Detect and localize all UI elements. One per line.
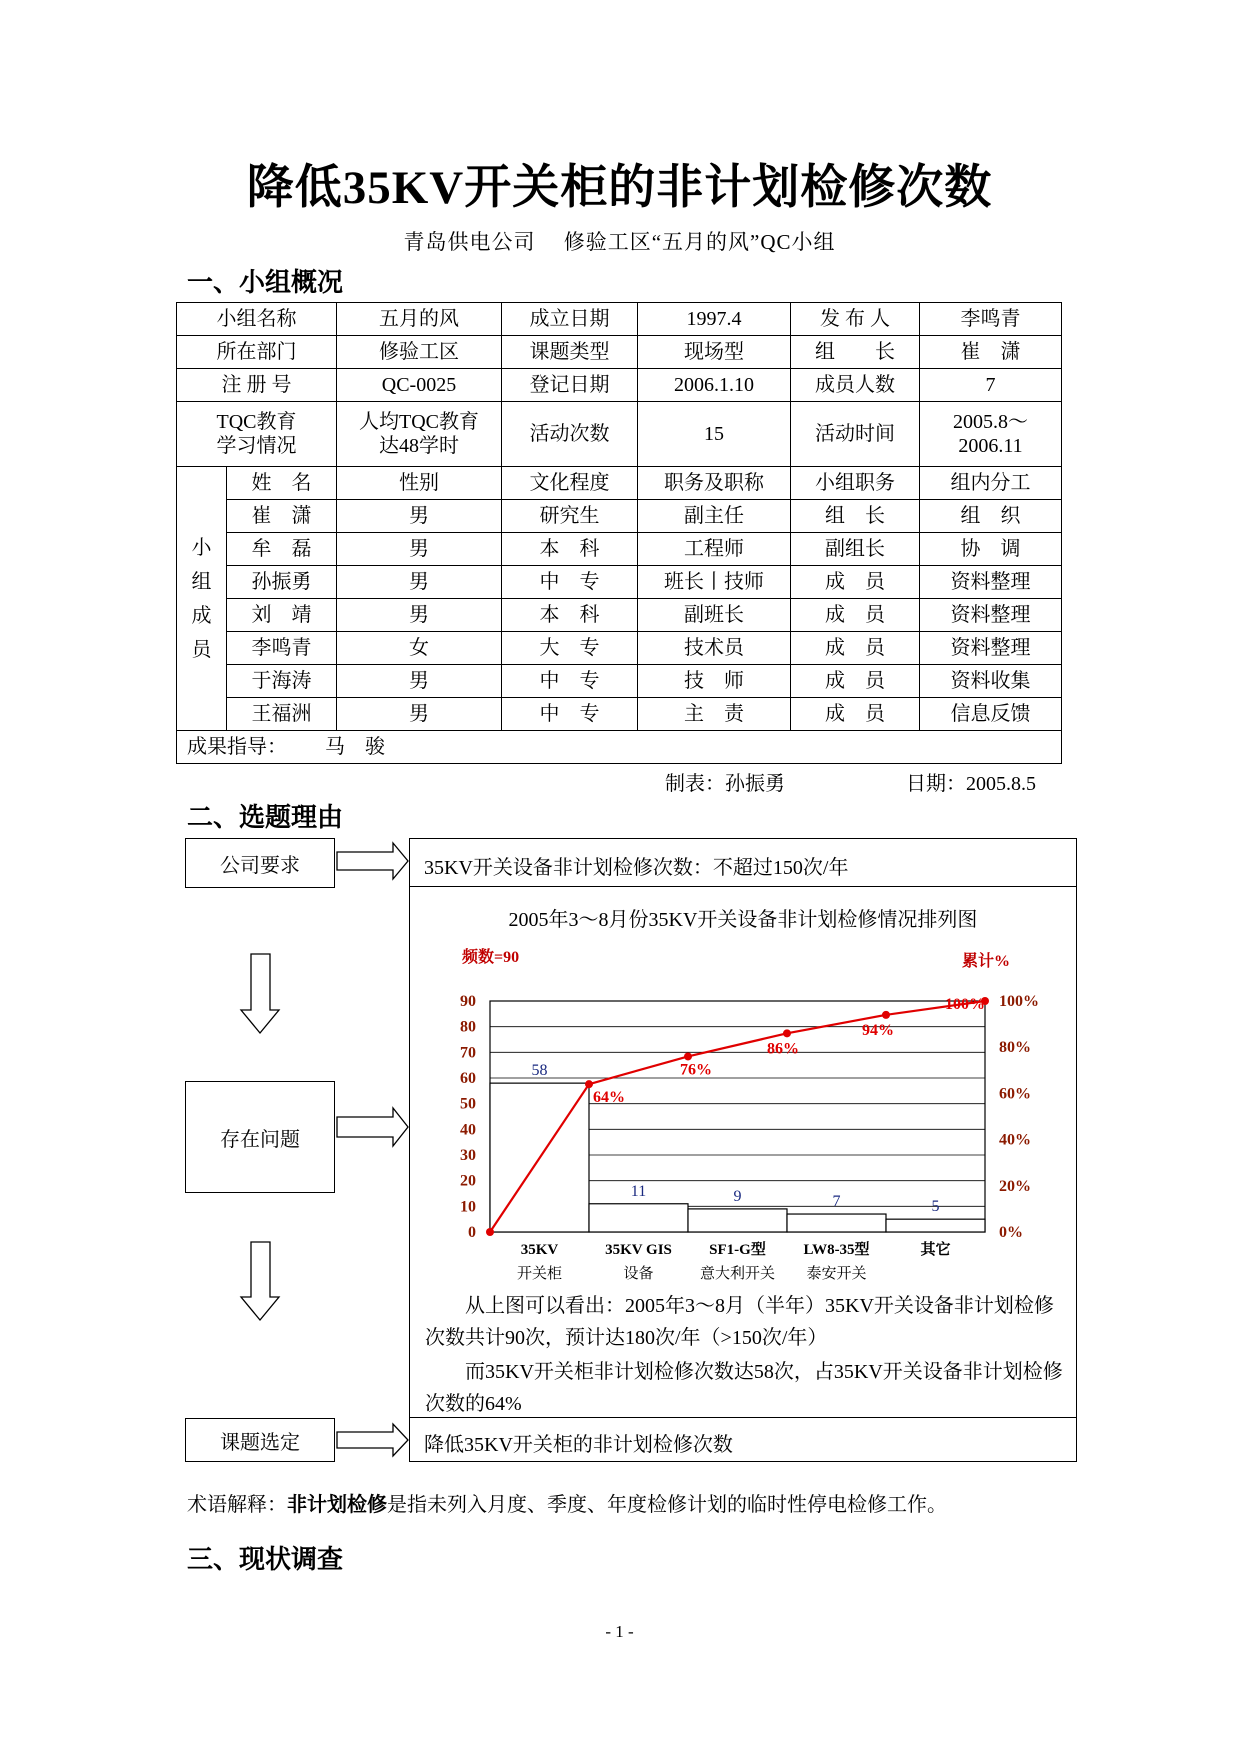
table-cell: 修验工区: [337, 336, 502, 369]
members-label-char: 成: [191, 604, 212, 627]
analysis-paragraph-2: 而35KV开关柜非计划检修次数达58次，占35KV开关设备非计划检修次数的64%: [425, 1361, 1063, 1415]
tqc-hours-line-1: 人均TQC教育: [359, 411, 479, 433]
table-cell: 信息反馈: [920, 698, 1062, 731]
table-cell: 牟 磊: [227, 533, 337, 566]
category-label: SF1-G型: [709, 1242, 766, 1258]
cumulative-label: 86%: [767, 1040, 799, 1058]
table-cell: 资料整理: [920, 566, 1062, 599]
category-label: 泰安开关: [806, 1266, 867, 1282]
chart-title: 2005年3～8月份35KV开关设备非计划检修情况排列图: [508, 909, 978, 931]
topic-text: 降低35KV开关柜的非计划检修次数: [424, 1434, 733, 1456]
table-cell: 小组名称: [177, 303, 337, 336]
bar-value-label: 11: [630, 1182, 647, 1200]
cumulative-label: 100%: [945, 996, 985, 1013]
table-cell: 成 员: [791, 599, 920, 632]
flow-box-label: 公司要求: [220, 854, 300, 877]
table-cell: 孙振勇: [227, 566, 337, 599]
table-cell: 女: [337, 632, 502, 665]
table-header-cell: 组内分工: [920, 467, 1062, 500]
table-cell: 活动时间: [791, 402, 920, 467]
table-cell: 成 员: [791, 698, 920, 731]
table-cell: 崔 潇: [227, 500, 337, 533]
bar: [886, 1219, 985, 1232]
table-cell: 本 科: [502, 599, 638, 632]
table-cell: 男: [337, 698, 502, 731]
table-cell: 副班长: [638, 599, 791, 632]
bar-value-label: 58: [531, 1062, 548, 1080]
table-cell: 登记日期: [502, 369, 638, 402]
cumulative-label: 64%: [593, 1089, 625, 1107]
tqc-line-1: TQC教育: [216, 411, 297, 433]
table-cell: 王福洲: [227, 698, 337, 731]
right-tick-label: 20%: [999, 1177, 1031, 1195]
bar: [688, 1209, 787, 1232]
table-cell: 大 专: [502, 632, 638, 665]
table-header-cell: 性别: [337, 467, 502, 500]
right-tick-label: 60%: [999, 1085, 1031, 1103]
left-tick-label: 80: [460, 1018, 476, 1036]
left-axis-title: 频数=90: [462, 949, 520, 966]
table-cell: 技术员: [638, 632, 791, 665]
page-number: - 1 -: [605, 1622, 634, 1641]
bar-value-label: 7: [832, 1193, 841, 1211]
table-cell: 注 册 号: [177, 369, 337, 402]
table-cell: 刘 靖: [227, 599, 337, 632]
bar: [589, 1204, 688, 1232]
left-tick-label: 50: [460, 1095, 476, 1113]
table-cell: 成 员: [791, 665, 920, 698]
requirement-text: 35KV开关设备非计划检修次数：不超过150次/年: [424, 857, 849, 879]
right-tick-label: 100%: [999, 993, 1039, 1010]
cumulative-point: [585, 1080, 593, 1088]
left-tick-label: 0: [468, 1224, 476, 1241]
table-cell: 协 调: [920, 533, 1062, 566]
table-cell: 男: [337, 599, 502, 632]
right-tick-label: 0%: [999, 1224, 1023, 1241]
table-cell: 技 师: [638, 665, 791, 698]
left-tick-label: 20: [460, 1172, 476, 1190]
table-cell: 副组长: [791, 533, 920, 566]
cumulative-point: [783, 1029, 791, 1037]
period-line-2: 2006.11: [958, 435, 1023, 457]
left-tick-label: 30: [460, 1147, 476, 1164]
table-cell: 课题类型: [502, 336, 638, 369]
term-rest: 是指未列入月度、季度、年度检修计划的临时性停电检修工作。: [387, 1494, 947, 1516]
table-cell: 成 员: [791, 566, 920, 599]
table-cell: 资料整理: [920, 632, 1062, 665]
right-axis-title: 累计%: [962, 953, 1011, 970]
table-cell: QC-0025: [337, 369, 502, 402]
subtitle: 青岛供电公司 修验工区“五月的风”QC小组: [403, 230, 836, 254]
cumulative-point: [684, 1052, 692, 1060]
left-tick-label: 10: [460, 1198, 476, 1216]
term-prefix: 术语解释：: [187, 1494, 287, 1516]
table-header-cell: 小组职务: [791, 467, 920, 500]
table-cell: 崔 潇: [920, 336, 1062, 369]
bar: [787, 1214, 886, 1232]
table-cell: 班长丨技师: [638, 566, 791, 599]
table-cell: 男: [337, 500, 502, 533]
category-label: 35KV: [520, 1242, 559, 1258]
left-tick-label: 60: [460, 1070, 476, 1087]
table-cell: 男: [337, 533, 502, 566]
table-maker: 制表：孙振勇: [665, 773, 785, 795]
table-cell: 组 织: [920, 500, 1062, 533]
table-cell: 五月的风: [337, 303, 502, 336]
table-cell: 研究生: [502, 500, 638, 533]
term-explanation: [187, 1488, 947, 1517]
analysis-paragraph-1: 从上图可以看出：2005年3～8月（半年）35KV开关设备非计划检修次数共计90次，预计达180次/年（>150次/年）: [425, 1295, 1054, 1349]
table-cell: 中 专: [502, 665, 638, 698]
table-cell: 活动次数: [502, 402, 638, 467]
flow-box-label: 存在问题: [220, 1128, 300, 1151]
guide-label: 成果指导：: [187, 736, 287, 758]
table-cell: 中 专: [502, 698, 638, 731]
cumulative-point: [486, 1228, 494, 1236]
right-tick-label: 40%: [999, 1131, 1031, 1149]
period-line-1: 2005.8～: [953, 411, 1028, 433]
category-label: 其它: [920, 1242, 951, 1258]
table-cell: 发 布 人: [791, 303, 920, 336]
table-cell: 15: [638, 402, 791, 467]
cumulative-label: 76%: [680, 1061, 712, 1079]
table-cell: 本 科: [502, 533, 638, 566]
table-cell: 组 长: [791, 500, 920, 533]
table-cell: 李鸣青: [227, 632, 337, 665]
table-cell: 李鸣青: [920, 303, 1062, 336]
cumulative-point: [882, 1011, 890, 1019]
members-label-char: 小: [191, 536, 212, 559]
table-cell: 资料收集: [920, 665, 1062, 698]
term-bold: 非计划检修: [287, 1492, 387, 1516]
table-date: 日期：2005.8.5: [906, 773, 1036, 795]
guide-name: 马 骏: [325, 736, 385, 758]
cumulative-label: 94%: [862, 1021, 894, 1039]
bar-value-label: 5: [931, 1198, 940, 1216]
flow-box-label: 课题选定: [220, 1431, 300, 1454]
table-header-cell: 职务及职称: [638, 467, 791, 500]
table-cell: 男: [337, 665, 502, 698]
category-label: LW8-35型: [803, 1242, 870, 1258]
table-cell: 1997.4: [638, 303, 791, 336]
left-tick-label: 40: [460, 1121, 476, 1139]
table-cell: 成 员: [791, 632, 920, 665]
tqc-line-2: 学习情况: [216, 435, 297, 457]
section-3-heading: 三、现状调查: [187, 1545, 344, 1575]
table-cell: 于海涛: [227, 665, 337, 698]
section-2-heading: 二、选题理由: [187, 803, 344, 833]
category-label: 开关柜: [516, 1266, 563, 1282]
table-cell: 组 长: [791, 336, 920, 369]
bar-value-label: 9: [733, 1187, 742, 1205]
table-cell: 中 专: [502, 566, 638, 599]
section-1-heading: 一、小组概况: [187, 268, 344, 298]
table-cell: 7: [920, 369, 1062, 402]
table-header-cell: 文化程度: [502, 467, 638, 500]
tqc-hours-line-2: 达48学时: [379, 435, 459, 457]
table-cell: 成立日期: [502, 303, 638, 336]
members-label-char: 组: [191, 570, 212, 593]
right-tick-label: 80%: [999, 1039, 1031, 1057]
table-cell: 主 责: [638, 698, 791, 731]
members-label-char: 员: [191, 638, 212, 661]
table-cell: 2006.1.10: [638, 369, 791, 402]
table-cell: 男: [337, 566, 502, 599]
table-cell: 现场型: [638, 336, 791, 369]
category-label: 设备: [623, 1266, 654, 1282]
category-label: 意大利开关: [699, 1266, 776, 1282]
table-cell: 所在部门: [177, 336, 337, 369]
page-title: 降低35KV开关柜的非计划检修次数: [246, 162, 993, 214]
table-header-cell: 姓 名: [227, 467, 337, 500]
category-label: 35KV GIS: [605, 1242, 672, 1258]
table-cell: 资料整理: [920, 599, 1062, 632]
left-tick-label: 70: [460, 1044, 476, 1062]
table-cell: 成员人数: [791, 369, 920, 402]
table-cell: 工程师: [638, 533, 791, 566]
left-tick-label: 90: [460, 993, 476, 1010]
table-cell: 副主任: [638, 500, 791, 533]
